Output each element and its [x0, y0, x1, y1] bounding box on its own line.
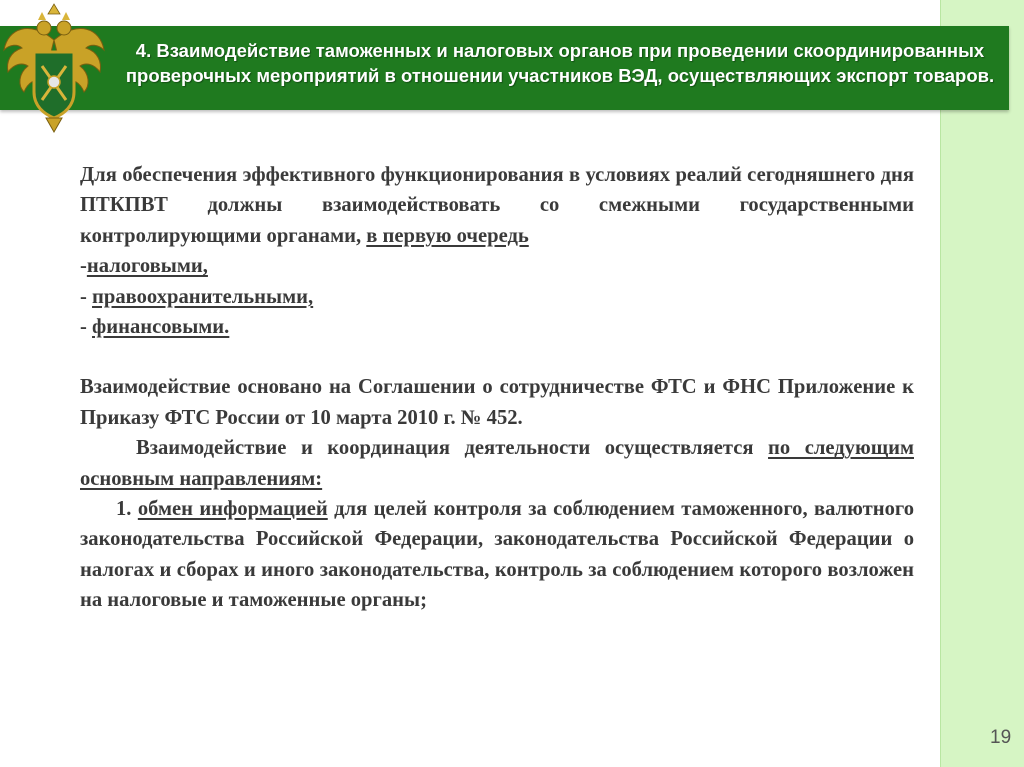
item-1-paragraph: 1. обмен информацией для целей контроля за соблюдением таможенного, валютного законодательства Российской Федерации, законодательства Российской Федерации о налогах и сборах и иного законодательства, контроль за соблюдением которого возложен на налоговые и таможенные органы; — [80, 498, 914, 612]
list-item: -налоговыми, — [80, 255, 208, 278]
slide-title: 4. Взаимодействие таможенных и налоговых органов при проведении скоординированных проверочных мероприятий в отношении участников ВЭД, осуществляющих экспорт товаров. — [125, 40, 995, 86]
page-number: 19 — [990, 727, 1012, 748]
list-item: - правоохранительными, — [80, 285, 314, 308]
slide-body — [80, 160, 914, 616]
coordination-paragraph: Взаимодействие и координация деятельности осуществляется по следующим основным направлениям: — [80, 437, 914, 490]
customs-emblem-icon — [0, 0, 108, 134]
item-1-underlined: обмен информацией — [137, 498, 328, 521]
coordination-underlined: по следующим основным направлениям: — [80, 437, 914, 490]
list-item: - финансовыми. — [80, 316, 230, 339]
spacer — [80, 342, 914, 372]
intro-underlined: в первую очередь — [366, 224, 529, 247]
intro-paragraph: Для обеспечения эффективного функционирования в условиях реалий сегодняшнего дня ПТКПВТ должны взаимодействовать со смежными государственными контролирующими органами, в первую очередь — [80, 164, 914, 247]
side-strip — [940, 0, 1024, 767]
basis-paragraph: Взаимодействие основано на Соглашении о сотрудничестве ФТС и ФНС Приложение к Приказу ФТС России от 10 марта 2010 г. № 452. — [80, 376, 914, 429]
